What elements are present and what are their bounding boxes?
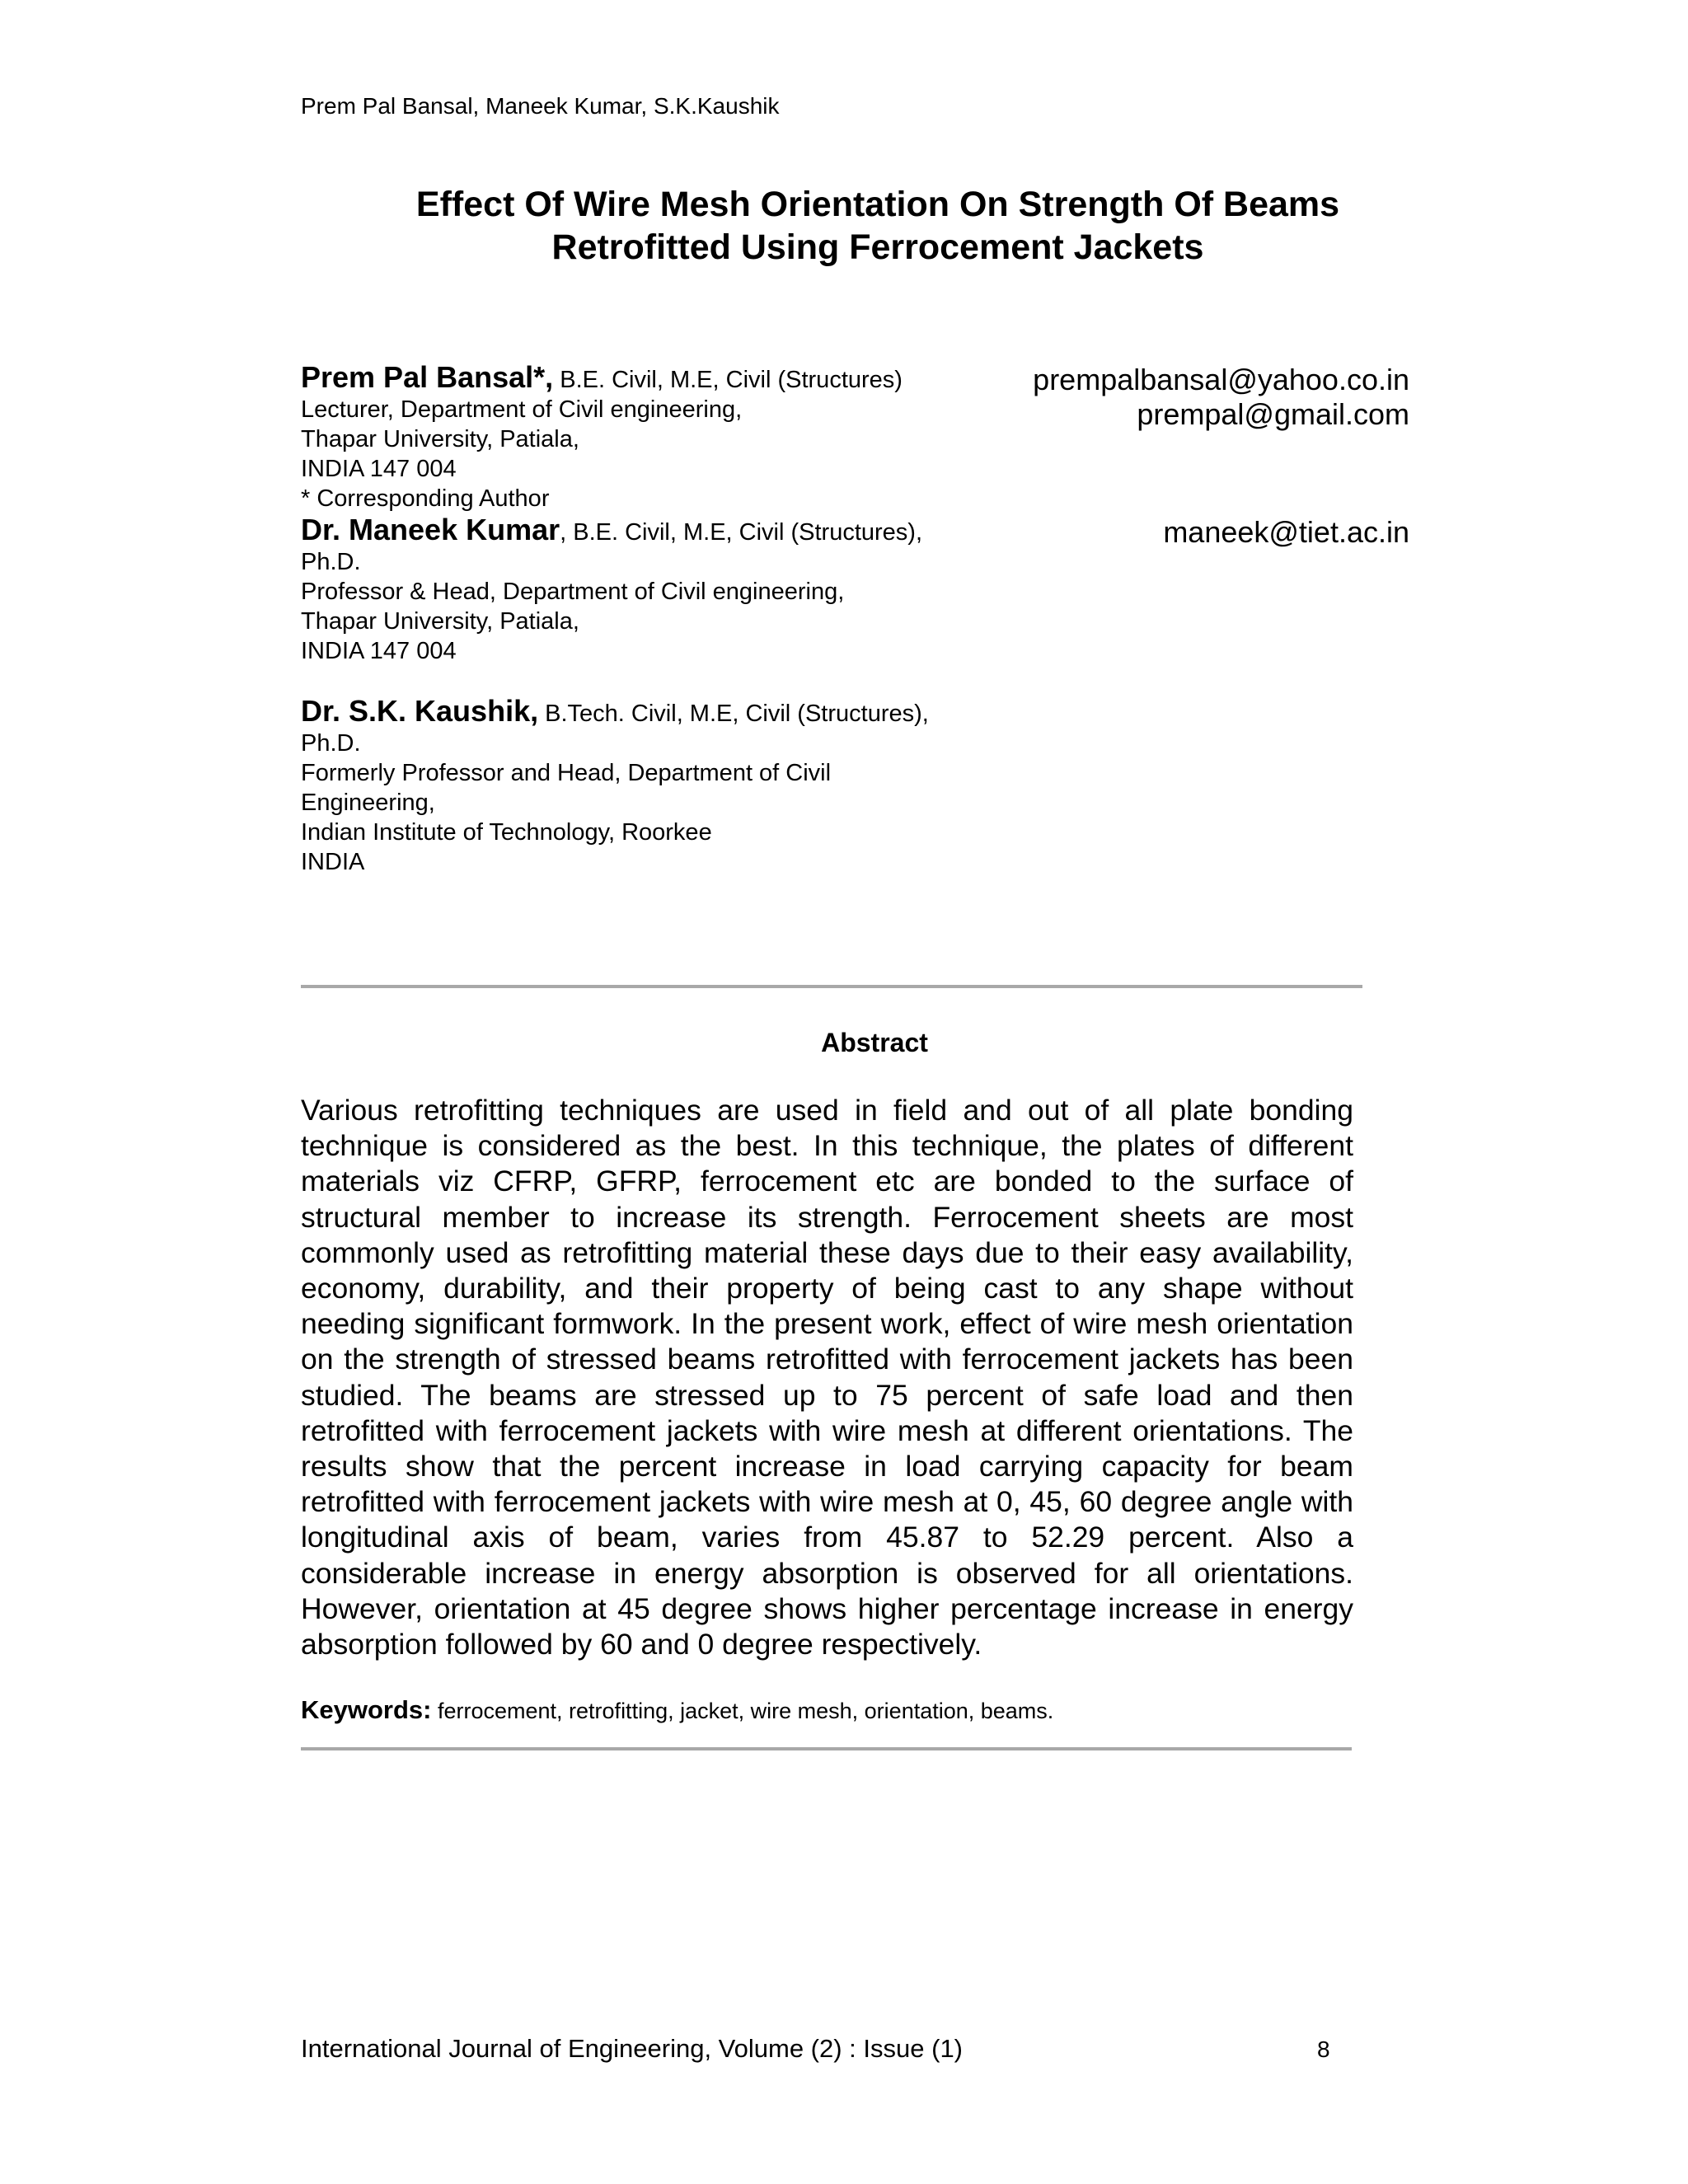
bottom-divider [301,1747,1352,1750]
abstract-text: Various retrofitting techniques are used in field and out of all plate bonding technique is considered as the best. In this technique, the plates of different materials viz CFRP, GFRP, ferrocement etc are bonded to the surface of structural member to increase its strength. Ferrocement sheets are most commonly used as retrofitting material these days due to their easy availability, economy, durability, and their property of being cast to any shape without needing significant formwork. In the present work, effect of wire mesh orientation on the strength of stressed beams retrofitted with ferrocement jackets has been studied. The beams are stressed up to 75 percent of safe load and then retrofitted with ferrocement jackets with wire mesh at different orientations. The results show that the percent increase in load carrying capacity for beam retrofitted with ferrocement jackets with wire mesh at 0, 45, 60 degree angle with longitudinal axis of beam, varies from 45.87 to 52.29 percent. Also a considerable increase in energy absorption is observed for all orientations. However, orientation at 45 degree shows higher percentage increase in energy absorption followed by 60 and 0 degree respectively. [301,1094,1353,1661]
paper-title-line-1: Effect Of Wire Mesh Orientation On Strength Of Beams [415,185,1340,224]
paper-title-line-2: Retrofitted Using Ferrocement Jackets [551,227,1204,267]
author-emails-2 [1163,515,1409,550]
author-affiliation-line: INDIA 147 004 [301,456,457,482]
author-affiliation-line: Ph.D. [301,549,361,575]
author-affiliation-line: Engineering, [301,790,435,816]
page-number: 8 [1317,2036,1330,2062]
author-qualifications: B.E. Civil, M.E, Civil (Structures) [553,367,903,393]
author-affiliation-line: Thapar University, Patiala, [301,426,579,452]
email-link[interactable]: prempalbansal@yahoo.co.in [1033,363,1409,396]
author-name: Dr. S.K. Kaushik, [301,694,539,728]
email-link[interactable]: maneek@tiet.ac.in [1163,515,1409,549]
author-block-2 [301,515,1026,666]
author-affiliation-line: Indian Institute of Technology, Roorkee [301,819,712,846]
abstract-heading: Abstract [821,1028,928,1057]
author-affiliation-line: Thapar University, Patiala, [301,608,579,635]
author-name: Dr. Maneek Kumar [301,513,560,546]
author-name: Prem Pal Bansal*, [301,360,554,394]
running-head: Prem Pal Bansal, Maneek Kumar, S.K.Kaushik [301,93,780,119]
author-affiliation-line: INDIA [301,849,365,875]
author-emails-1 [1033,363,1409,432]
corresponding-author-note: * Corresponding Author [301,485,550,512]
author-affiliation-line: Ph.D. [301,730,361,757]
author-affiliation-line: Formerly Professor and Head, Department of Civil [301,760,832,786]
author-affiliation-line: Lecturer, Department of Civil engineering, [301,396,743,423]
keywords-text: ferrocement, retrofitting, jacket, wire mesh, orientation, beams. [431,1699,1054,1723]
paper-title [301,183,1455,269]
author-block-3 [301,696,1026,877]
author-block-1 [301,360,1026,513]
author-affiliation-line: Professor & Head, Department of Civil engineering, [301,579,845,605]
keywords-label: Keywords: [301,1695,432,1724]
footer-journal: International Journal of Engineering, Volume (2) : Issue (1) [301,2034,964,2063]
keywords [301,1696,1372,1725]
email-link[interactable]: prempal@gmail.com [1137,397,1409,431]
author-qualifications: , B.E. Civil, M.E, Civil (Structures), [560,519,923,546]
author-affiliation-line: INDIA 147 004 [301,638,457,664]
top-divider [301,985,1362,988]
author-qualifications: B.Tech. Civil, M.E, Civil (Structures), [538,701,929,727]
